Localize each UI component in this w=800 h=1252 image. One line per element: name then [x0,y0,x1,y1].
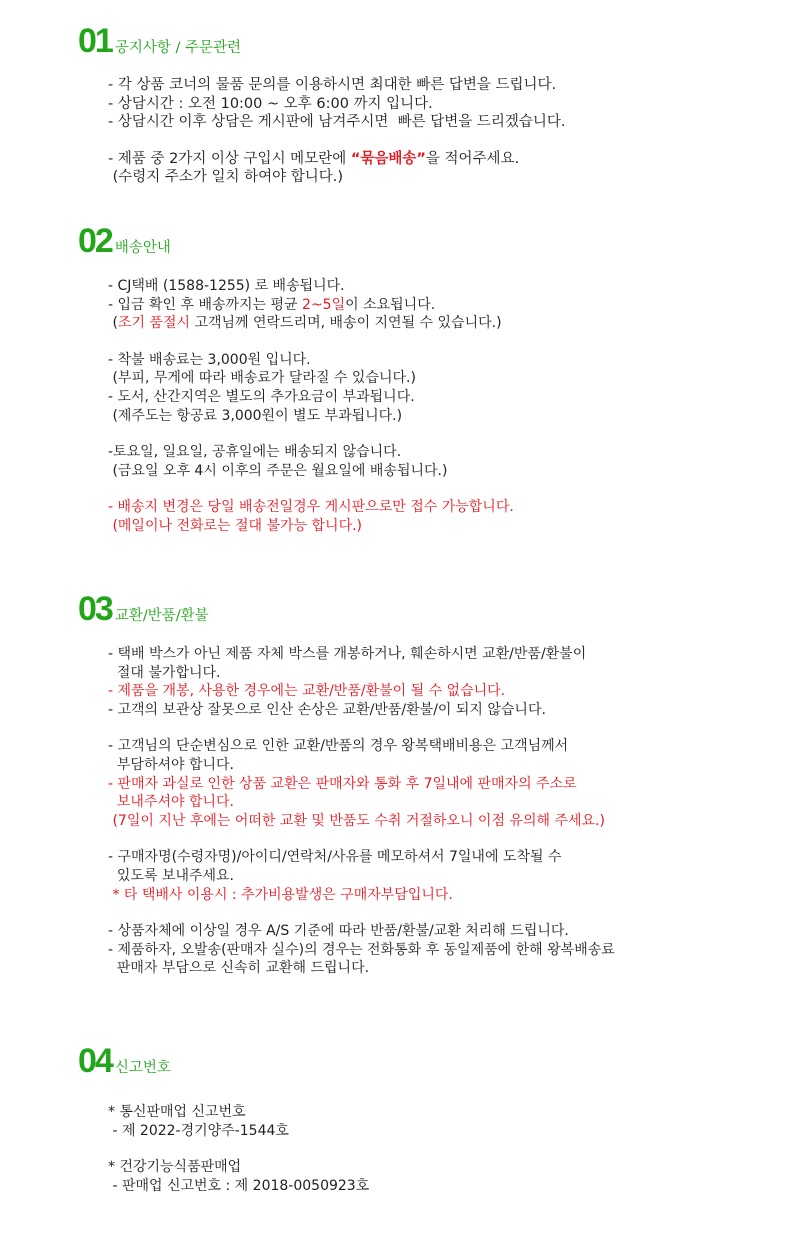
shipping-warning-line: (메일이나 전화로는 절대 불가능 합니다.) [108,517,363,534]
section-02-body [108,277,514,536]
exchange-line: - 고객의 보관상 잘못으로 인산 손상은 교환/반품/환불/이 되지 않습니다. [108,701,546,718]
shipping-line: (금요일 오후 4시 이후의 주문은 월요일에 배송됩니다.) [108,462,448,479]
section-02-header [78,224,171,258]
exchange-warning-line: (7일이 지난 후에는 어떠한 교환 및 반품도 수취 거절하오니 이점 유의해 주세요.) [108,812,605,829]
section-title: 공지사항 / 주문관련 [114,40,241,56]
exchange-line: 절대 불가합니다. [108,664,221,681]
registration-line: * 건강기능식품판매업 [108,1159,242,1176]
shipping-line: (조기 품절시 고객님께 연락드리며, 배송이 지연될 수 있습니다.) [108,315,502,332]
section-03-header [78,592,209,626]
exchange-warning-line: 보내주셔야 합니다. [108,794,234,811]
shipping-line: (제주도는 항공료 3,000원이 별도 부과됩니다.) [108,407,403,424]
section-title: 교환/반품/환불 [114,608,209,624]
exchange-line: 부담하셔야 합니다. [108,756,234,773]
section-04-body [108,1103,369,1195]
shipping-line: - 착불 배송료는 3,000원 입니다. [108,351,311,368]
registration-line: * 통신판매업 신고번호 [108,1104,246,1120]
exchange-line: - 제품하자, 오발송(판매자 실수)의 경우는 전화통화 후 동일제품에 한해 왕복배송료 [108,941,615,958]
notice-line: - 상담시간 : 오전 10:00 ~ 오후 6:00 까지 입니다. [108,95,433,112]
sold-out-highlight: 조기 품절시 [117,315,190,332]
section-title: 배송안내 [114,240,171,256]
notice-line: - 각 상품 코너의 물품 문의를 이용하시면 최대한 빠른 답변을 드립니다. [108,77,557,93]
exchange-line: - 상품자체에 이상일 경우 A/S 기준에 따라 반품/환불/교환 처리해 드립니다. [108,923,569,940]
shipping-line: (부피, 무게에 따라 배송료가 달라질 수 있습니다.) [108,370,416,387]
delivery-days-highlight: 2~5일 [302,296,346,313]
section-01-header [78,24,241,58]
shipping-line: -토요일, 일요일, 공휴일에는 배송되지 않습니다. [108,444,402,461]
notice-line: - 상담시간 이후 상담은 게시판에 남겨주시면 빠른 답변을 드리겠습니다. [108,114,566,131]
section-number: 03 [78,590,112,628]
exchange-warning-line: * 타 택배사 이용시 : 추가비용발생은 구매자부담입니다. [108,886,453,903]
shipping-line: - 도서, 산간지역은 별도의 추가요금이 부과됩니다. [108,388,415,405]
section-title: 신고번호 [114,1060,171,1076]
exchange-line: - 택배 박스가 아닌 제품 자체 박스를 개봉하거나, 훼손하시면 교환/반품/환불이 [108,646,587,662]
notice-line: - 제품 중 2가지 이상 구입시 메모란에 “묶음배송”을 적어주세요. [108,150,520,167]
shipping-warning-line: - 배송지 변경은 당일 배송전일경우 게시판으로만 접수 가능합니다. [108,499,514,516]
registration-line: - 제 2022-경기양주-1544호 [108,1122,289,1139]
registration-line: - 판매업 신고번호 : 제 2018-0050923호 [108,1177,370,1194]
section-number: 01 [78,22,112,60]
exchange-line: - 구매자명(수령자명)/아이디/연락처/사유를 메모하셔서 7일내에 도착될 수 [108,849,562,866]
notice-line: (수령지 주소가 일치 하여야 합니다.) [108,169,344,186]
shipping-line: - 입금 확인 후 배송까지는 평균 2~5일이 소요됩니다. [108,296,436,313]
section-01-body [108,76,566,187]
section-03-body [108,645,615,978]
bundle-shipping-highlight: “묶음배송” [350,150,426,167]
exchange-line: 있도록 보내주세요. [108,867,234,884]
exchange-warning-line: - 판매자 과실로 인한 상품 교환은 판매자와 통화 후 7일내에 판매자의 주소로 [108,775,577,792]
shipping-line: - CJ택배 (1588-1255) 로 배송됩니다. [108,278,345,294]
section-04-header [78,1044,171,1078]
section-number: 02 [78,222,112,260]
exchange-line: 판매자 부담으로 신속히 교환해 드립니다. [108,960,370,977]
exchange-warning-line: - 제품을 개봉, 사용한 경우에는 교환/반품/환불이 될 수 없습니다. [108,683,506,700]
exchange-line: - 고객님의 단순변심으로 인한 교환/반품의 경우 왕복택배비용은 고객님께서 [108,738,569,755]
section-number: 04 [78,1042,112,1080]
